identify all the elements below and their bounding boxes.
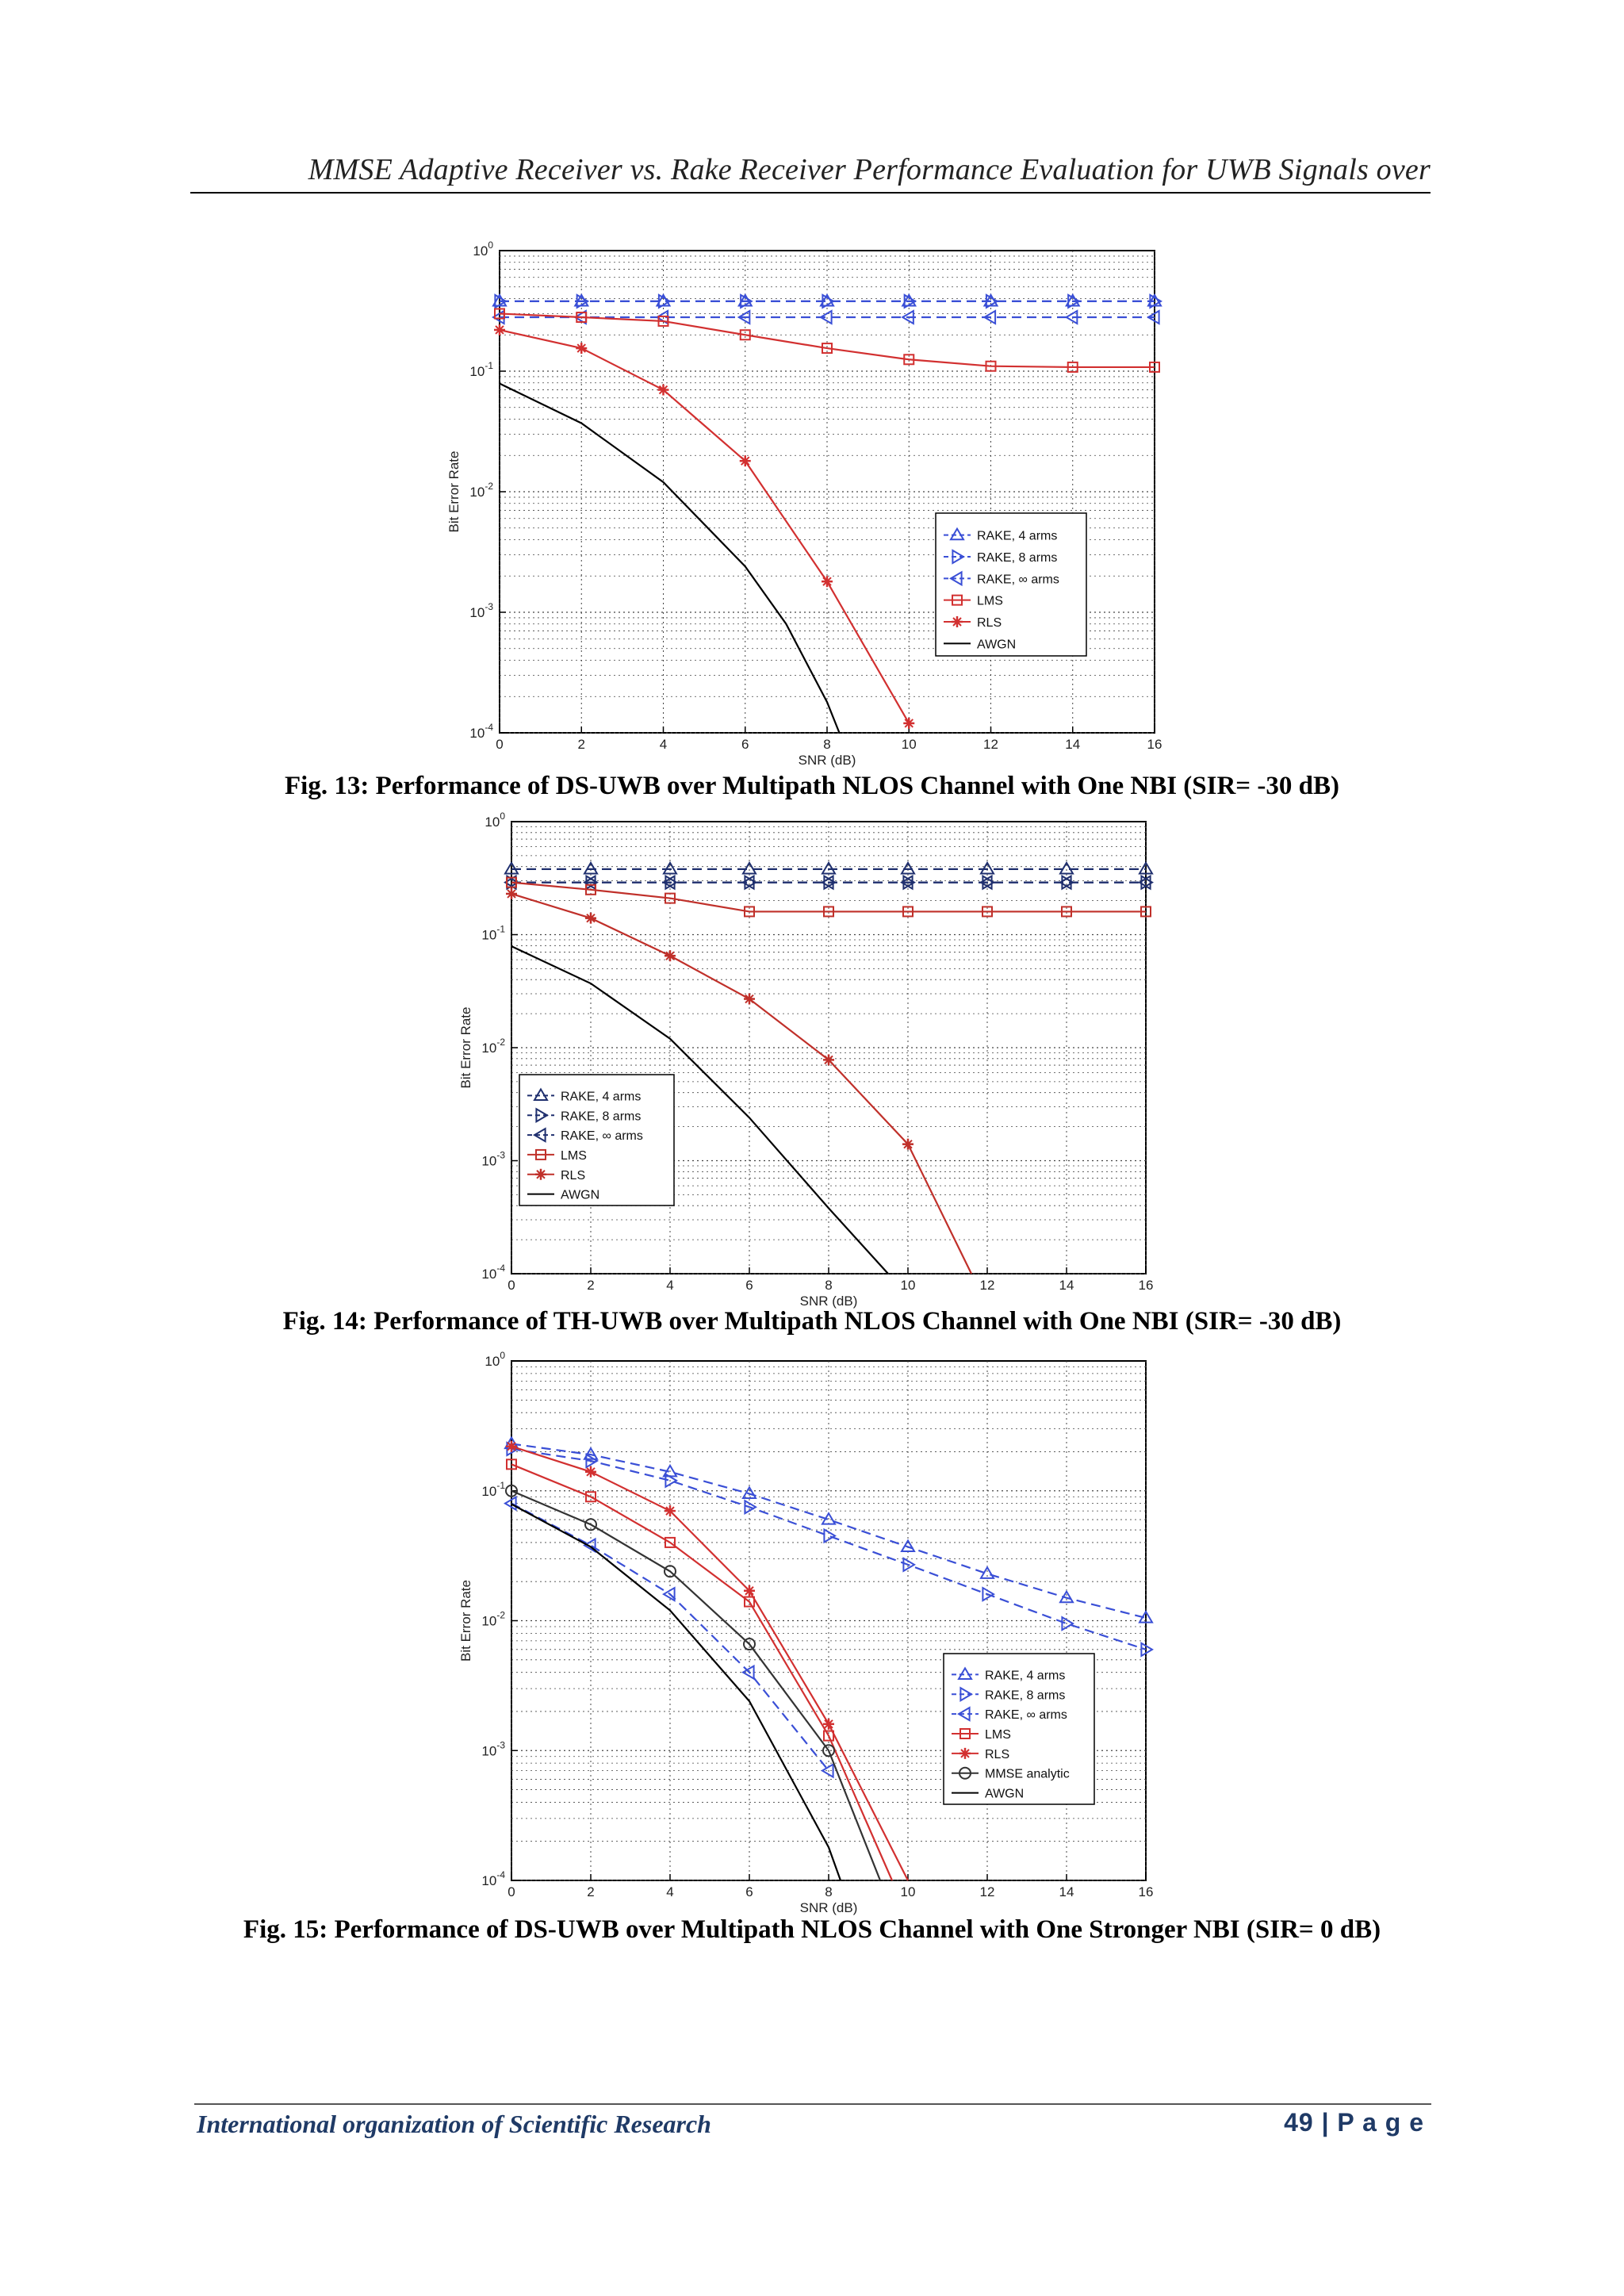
legend-marker [535, 1169, 546, 1180]
y-tick-label: $10^0$ [473, 240, 493, 259]
legend-entry: RLS [985, 1747, 1010, 1761]
data-point [822, 576, 833, 587]
y-axis-label: Bit Error Rate [458, 1580, 473, 1662]
data-point [506, 1441, 517, 1452]
data-point [823, 1719, 834, 1730]
x-tick-label: 10 [900, 1884, 916, 1899]
x-tick-label: 2 [587, 1884, 595, 1899]
y-tick-label: $10^{-1}$ [481, 923, 505, 943]
legend-entry: LMS [985, 1728, 1011, 1742]
legend-entry: RLS [977, 616, 1002, 630]
legend [936, 513, 1086, 656]
y-tick-label: $10^{-3}$ [469, 601, 493, 620]
y-tick-label: $10^{-1}$ [469, 360, 493, 379]
legend-marker [952, 616, 963, 627]
x-axis-label: SNR (dB) [798, 753, 856, 768]
legend [944, 1654, 1094, 1804]
legend-entry: AWGN [985, 1787, 1025, 1801]
data-point [494, 324, 505, 335]
x-tick-label: 6 [745, 1278, 753, 1293]
figure-15-caption: Fig. 15: Performance of DS-UWB over Multipath NLOS Channel with One Stronger NBI (SIR= 0 dB) [243, 1915, 1381, 1944]
y-tick-label: $10^{-4}$ [469, 722, 493, 741]
x-tick-label: 16 [1147, 737, 1162, 752]
y-tick-label: $10^{-2}$ [481, 1609, 505, 1629]
legend-entry: MMSE analytic [985, 1767, 1070, 1781]
y-tick-label: $10^{-4}$ [481, 1869, 505, 1888]
legend [519, 1075, 674, 1205]
x-tick-label: 16 [1138, 1278, 1154, 1293]
footer-page-number: 49 | P a g e [1284, 2108, 1424, 2137]
data-point [744, 994, 755, 1005]
x-tick-label: 12 [983, 737, 998, 752]
legend-entry: RAKE, 4 arms [985, 1669, 1066, 1683]
legend-entry: RAKE, ∞ arms [561, 1129, 643, 1144]
y-tick-label: $10^{-2}$ [469, 481, 493, 500]
x-tick-label: 0 [508, 1884, 515, 1899]
legend-entry: RLS [561, 1168, 586, 1182]
y-tick-label: $10^0$ [485, 811, 505, 830]
figure-15 [448, 1348, 1162, 1915]
y-tick-label: $10^0$ [485, 1350, 505, 1369]
x-tick-label: 10 [901, 737, 917, 752]
x-tick-label: 12 [979, 1884, 995, 1899]
data-point [902, 1139, 914, 1150]
x-tick-label: 14 [1059, 1278, 1074, 1293]
legend-entry: AWGN [977, 638, 1017, 652]
x-tick-label: 4 [666, 1884, 674, 1899]
footer-rule [194, 2103, 1431, 2105]
data-point [576, 343, 587, 354]
x-tick-label: 2 [587, 1278, 595, 1293]
x-tick-label: 14 [1059, 1884, 1074, 1899]
x-axis-label: SNR (dB) [799, 1294, 858, 1309]
y-tick-label: $10^{-3}$ [481, 1149, 505, 1169]
legend-marker [959, 1748, 971, 1759]
x-tick-label: 0 [496, 737, 504, 752]
data-point [665, 1505, 676, 1516]
figure-13 [444, 238, 1162, 768]
x-tick-label: 8 [825, 1884, 833, 1899]
x-tick-label: 8 [825, 1278, 833, 1293]
x-tick-label: 6 [745, 1884, 753, 1899]
legend-entry: RAKE, 4 arms [561, 1090, 642, 1104]
data-point [823, 1054, 834, 1065]
x-tick-label: 4 [666, 1278, 674, 1293]
x-tick-label: 2 [577, 737, 585, 752]
chart-svg [444, 238, 1162, 768]
y-axis-label: Bit Error Rate [458, 1006, 473, 1089]
legend-entry: RAKE, 8 arms [977, 551, 1058, 565]
x-tick-label: 6 [741, 737, 749, 752]
legend-entry: RAKE, ∞ arms [977, 573, 1059, 587]
y-tick-label: $10^{-1}$ [481, 1479, 505, 1499]
x-tick-label: 0 [508, 1278, 515, 1293]
y-tick-label: $10^{-2}$ [481, 1037, 505, 1056]
running-head: MMSE Adaptive Receiver vs. Rake Receiver Performance Evaluation for UWB Signals over [308, 153, 1431, 186]
x-tick-label: 12 [979, 1278, 995, 1293]
legend-entry: RAKE, 8 arms [985, 1688, 1066, 1703]
legend-entry: AWGN [561, 1188, 600, 1202]
data-point [903, 718, 914, 729]
data-point [744, 1585, 755, 1596]
x-tick-label: 14 [1065, 737, 1081, 752]
chart-svg [448, 809, 1162, 1309]
y-axis-label: Bit Error Rate [446, 450, 462, 533]
figure-14 [448, 809, 1162, 1309]
data-point [506, 888, 517, 899]
legend-entry: RAKE, 8 arms [561, 1110, 642, 1124]
figure-13-caption: Fig. 13: Performance of DS-UWB over Multipath NLOS Channel with One NBI (SIR= -30 dB) [285, 772, 1339, 800]
legend-entry: RAKE, ∞ arms [985, 1708, 1067, 1723]
figure-14-caption: Fig. 14: Performance of TH-UWB over Multipath NLOS Channel with One NBI (SIR= -30 dB) [282, 1307, 1342, 1336]
x-tick-label: 8 [823, 737, 831, 752]
y-tick-label: $10^{-3}$ [481, 1739, 505, 1759]
legend-entry: LMS [977, 594, 1003, 608]
data-point [665, 950, 676, 961]
legend-entry: LMS [561, 1148, 587, 1163]
data-point [585, 913, 596, 924]
data-point [585, 1466, 596, 1478]
data-point [658, 385, 669, 396]
chart-svg [448, 1348, 1162, 1915]
x-tick-label: 10 [900, 1278, 916, 1293]
data-point [740, 455, 751, 466]
header-rule [190, 192, 1431, 194]
footer-journal: International organization of Scientific Research [197, 2110, 711, 2138]
legend-entry: RAKE, 4 arms [977, 529, 1058, 543]
y-tick-label: $10^{-4}$ [481, 1263, 505, 1282]
x-tick-label: 16 [1138, 1884, 1154, 1899]
x-axis-label: SNR (dB) [799, 1900, 858, 1915]
x-tick-label: 4 [659, 737, 668, 752]
